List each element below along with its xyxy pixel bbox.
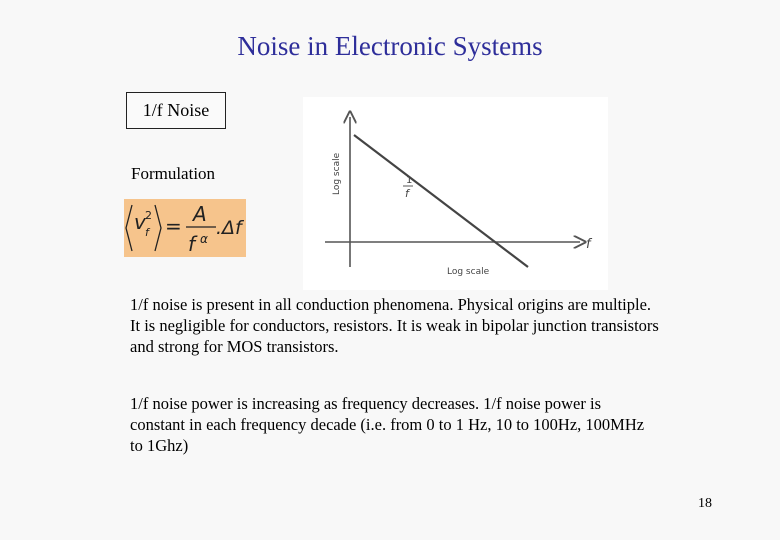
formula-graphic [124,199,246,257]
x-axis-label: Log scale [447,267,490,277]
noise-formula [124,199,246,257]
left-angle-bracket [126,205,132,251]
one-over-f-line [354,135,528,267]
slide-title: Noise in Electronic Systems [237,31,543,61]
paragraph-power: 1/f noise power is increasing as frequency decreases. 1/f noise power is constant in each frequency decade (i.e. from 0 to 1 Hz, 10 to 100Hz, 100MHz to 1Ghz) [130,394,645,455]
x-axis-symbol: f [586,237,591,252]
curve-label-numerator: 1 [406,175,413,186]
y-axis-label: Log scale [332,152,342,195]
section-label-box: 1/f Noise [126,92,226,129]
noise-spectrum-plot [303,97,608,290]
curve-label-denominator: f [405,187,409,200]
formula-lhs-superscript: 2 [145,209,152,222]
paragraph-origins: 1/f noise is present in all conduction phenomena. Physical origins are multiple. It is negligible for conductors, resistors. It is weak in bipolar junction transistors and strong for MOS transistors. [130,295,659,356]
formulation-heading: Formulation [131,164,216,183]
formula-denominator-exponent: α [200,232,208,246]
formula-lhs-symbol: v [134,210,146,234]
formula-trailing: .Δf [216,217,242,239]
formula-denominator-base: f [188,232,196,256]
formula-numerator: A [193,202,207,226]
noise-spectrum-figure [303,97,608,290]
formula-equals: = [165,214,182,238]
right-angle-bracket [155,205,161,251]
formula-lhs-subscript: f [145,226,149,239]
page-number: 18 [698,496,712,511]
